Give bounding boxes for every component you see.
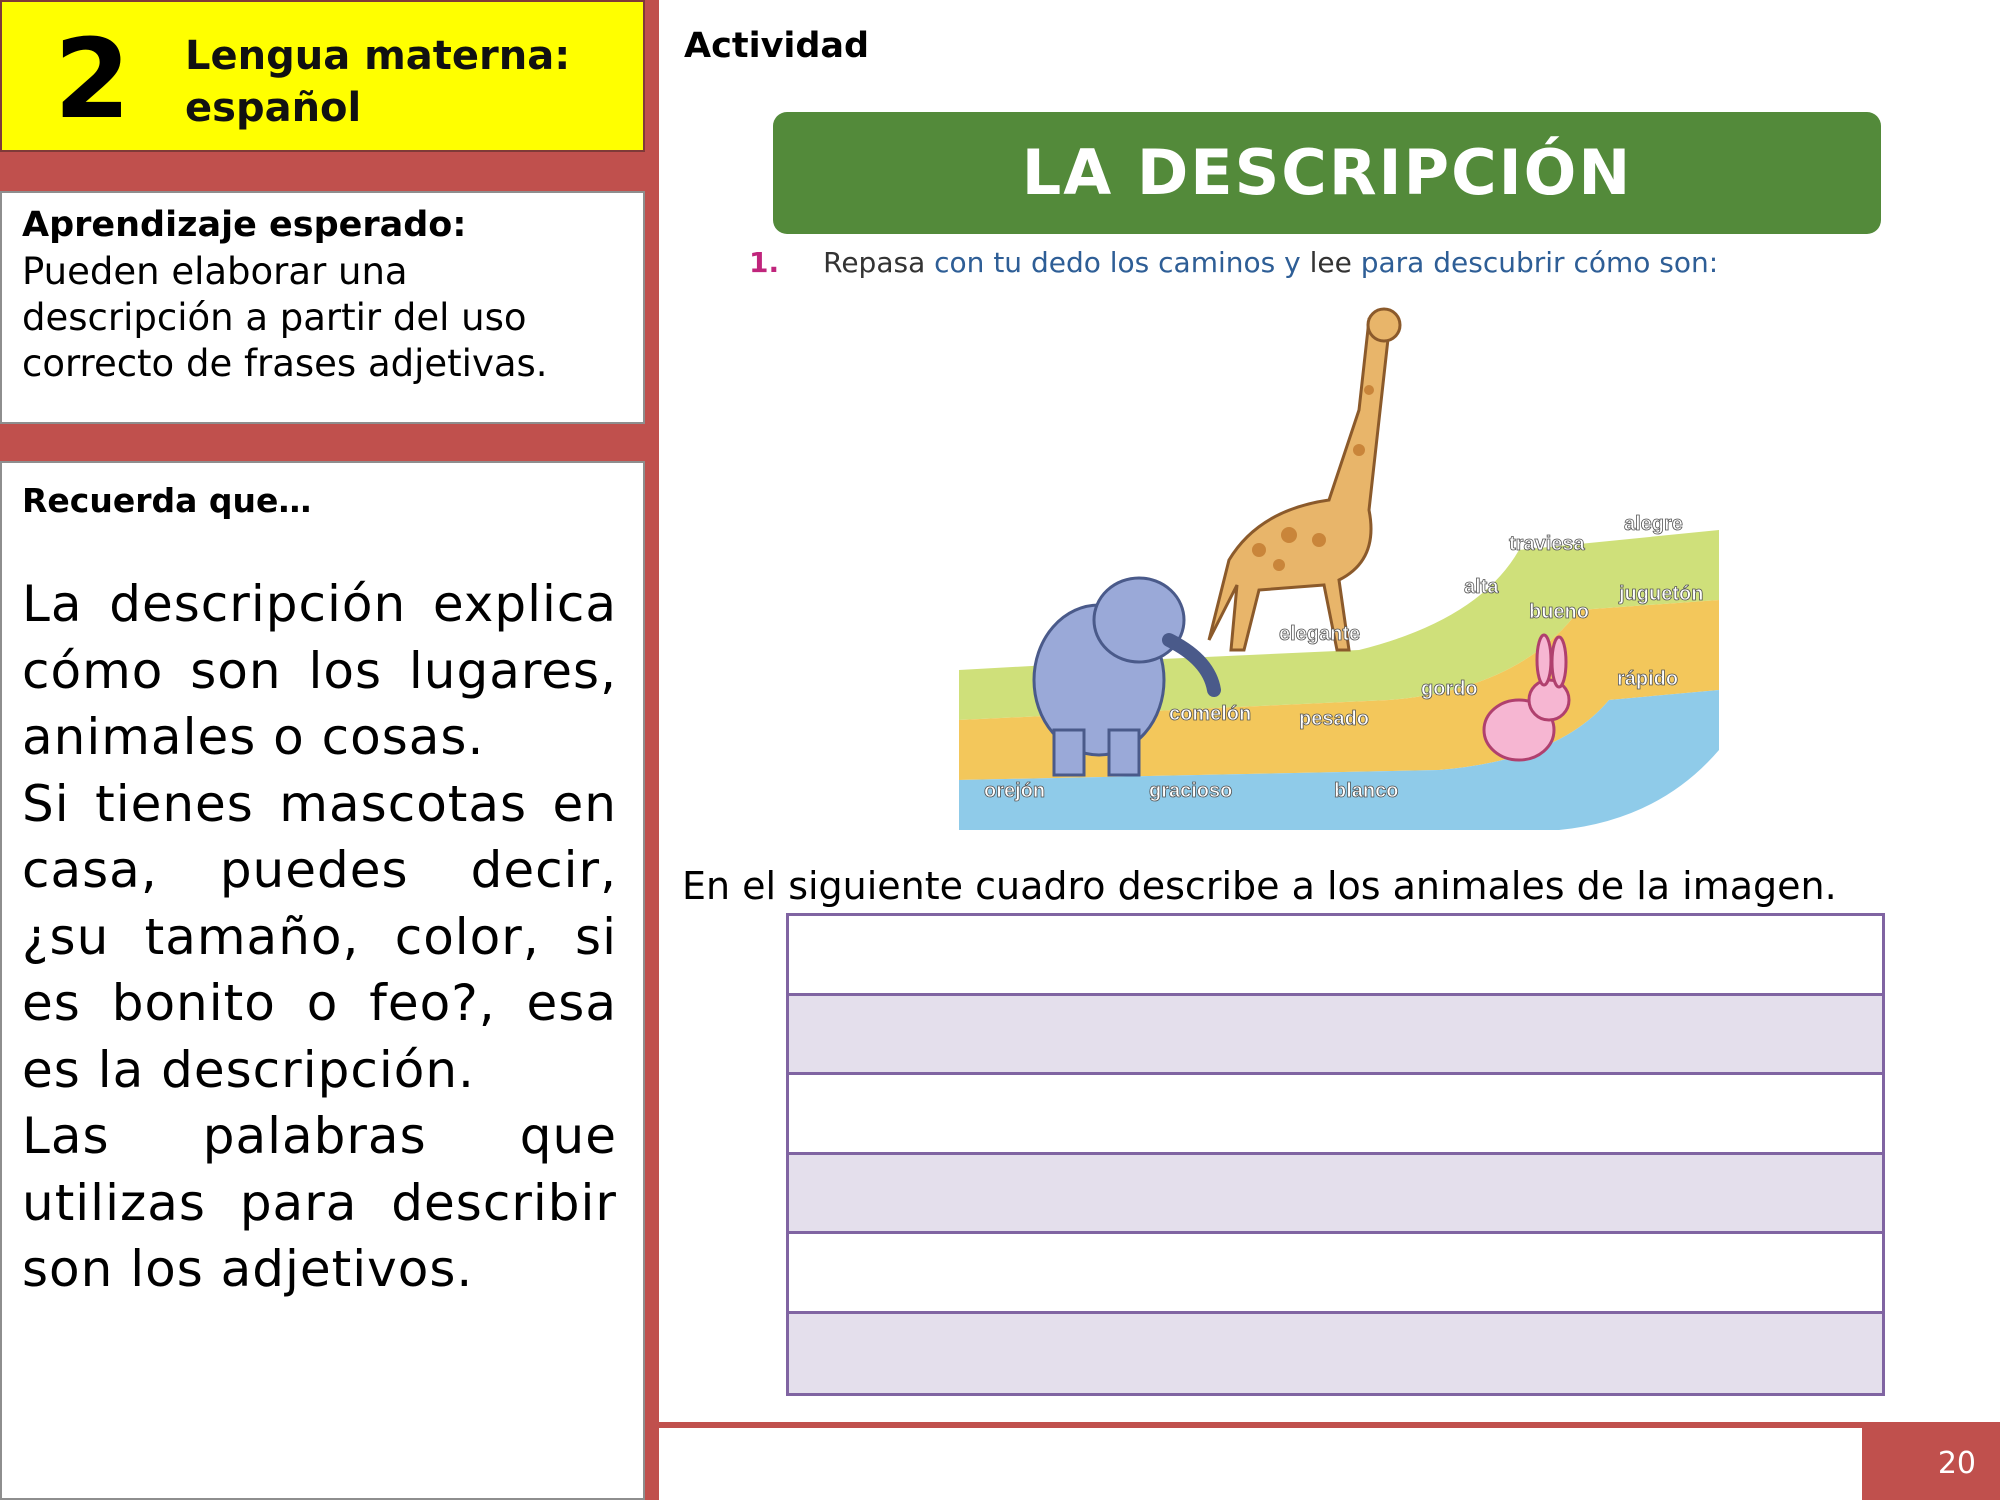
word-comelon: comelón	[1169, 703, 1252, 725]
footer-bar	[659, 1428, 1862, 1500]
answer-row[interactable]	[789, 1075, 1882, 1155]
answer-row[interactable]	[789, 996, 1882, 1076]
word-jugueton: juguetón	[1619, 583, 1704, 605]
answer-row[interactable]	[789, 1314, 1882, 1394]
grade-number: 2	[54, 15, 131, 143]
animals-paths-illustration	[959, 300, 1719, 830]
describe-prompt: En el siguiente cuadro describe a los animales de la imagen.	[682, 864, 1837, 908]
title-banner	[773, 112, 1881, 234]
instruction-part: Repasa	[823, 246, 926, 279]
answer-row[interactable]	[789, 916, 1882, 996]
instruction-part: con tu dedo los caminos y	[934, 246, 1301, 279]
word-traviesa: traviesa	[1509, 533, 1585, 555]
word-alta: alta	[1464, 576, 1499, 598]
remember-box	[0, 461, 645, 1500]
word-pesado: pesado	[1299, 708, 1370, 730]
giraffe-figure	[1209, 309, 1400, 650]
subject-text: Lengua materna: español	[185, 33, 571, 131]
remember-paragraph: Si tienes mascotas en casa, puedes decir, ¿su tamaño, color, si es bonito o feo?, esa es la descripción.	[22, 774, 617, 1099]
remember-heading: Recuerda que…	[22, 481, 312, 520]
activity-panel	[659, 0, 2000, 1422]
remember-paragraph: Las palabras que utilizas para describir son los adjetivos.	[22, 1107, 617, 1298]
word-gordo: gordo	[1421, 678, 1478, 700]
learning-box	[0, 191, 645, 424]
answer-row[interactable]	[789, 1234, 1882, 1314]
word-blanco: blanco	[1334, 780, 1399, 802]
instruction-number: 1.	[749, 246, 780, 279]
answer-row[interactable]	[789, 1155, 1882, 1235]
word-rapido: rápido	[1617, 668, 1679, 690]
word-orejon: orejón	[984, 780, 1046, 802]
learning-text: Pueden elaborar una descripción a partir del uso correcto de frases adjetivas.	[22, 250, 548, 385]
word-elegante: elegante	[1279, 623, 1361, 645]
word-bueno: bueno	[1529, 601, 1589, 623]
banner-title: LA DESCRIPCIÓN	[1021, 136, 1633, 209]
instruction-part: para descubrir cómo son:	[1360, 246, 1719, 279]
title-box	[0, 0, 645, 152]
instruction-part: lee	[1309, 246, 1352, 279]
remember-text	[22, 571, 617, 1303]
remember-paragraph: La descripción explica cómo son los lugares, animales o cosas.	[22, 575, 617, 766]
word-gracioso: gracioso	[1149, 780, 1233, 802]
learning-heading: Aprendizaje esperado:	[22, 205, 467, 245]
answer-table	[786, 913, 1885, 1396]
word-alegre: alegre	[1624, 513, 1683, 535]
page-number: 20	[1937, 1446, 1976, 1481]
activity-label: Actividad	[684, 26, 870, 66]
subject-title	[185, 30, 585, 134]
instruction	[749, 246, 1718, 279]
